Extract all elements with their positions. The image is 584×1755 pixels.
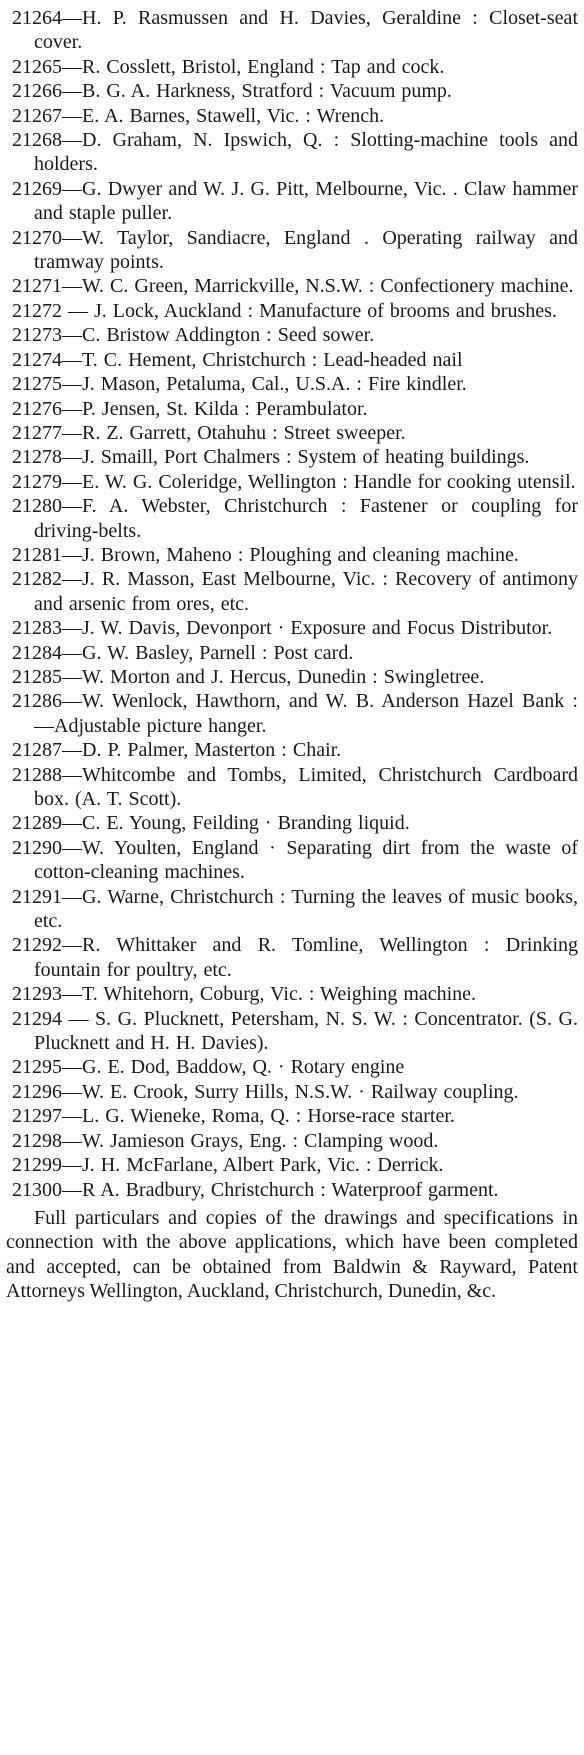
patent-entry: 21282—J. R. Masson, East Melbourne, Vic. : Recovery of antimony and arsenic from ores, etc. bbox=[12, 568, 578, 615]
patent-entry: 21266—B. G. A. Harkness, Stratford : Vacuum pump. bbox=[12, 80, 452, 103]
patent-entry: 21300—R A. Bradbury, Christchurch : Waterproof garment. bbox=[12, 1178, 499, 1201]
patent-entry: 21280—F. A. Webster, Christchurch : Fastener or coupling for driving-belts. bbox=[12, 495, 578, 542]
patent-entry: 21275—J. Mason, Petaluma, Cal., U.S.A. : Fire kindler. bbox=[12, 373, 467, 396]
patent-entry: 21267—E. A. Barnes, Stawell, Vic. : Wrench. bbox=[12, 104, 385, 127]
patent-entry: 21277—R. Z. Garrett, Otahuhu : Street sweeper. bbox=[12, 421, 406, 444]
patent-entry: 21284—G. W. Basley, Parnell : Post card. bbox=[12, 641, 354, 664]
patent-entry: 21290—W. Youlten, England · Separating dirt from the waste of cotton-cleaning machines. bbox=[12, 836, 578, 884]
patent-entry: 21298—W. Jamieson Grays, Eng. : Clamping wood. bbox=[12, 1129, 439, 1152]
patent-entry: 21265—R. Cosslett, Bristol, England : Tap and cock. bbox=[12, 55, 445, 78]
patent-entry: 21264—H. P. Rasmussen and H. Davies, Geraldine : Closet-seat cover. bbox=[12, 7, 578, 54]
patent-entry: 21299—J. H. McFarlane, Albert Park, Vic. : Derrick. bbox=[12, 1154, 444, 1177]
patent-entry: 21279—E. W. G. Coleridge, Wellington : Handle for cooking utensil. bbox=[12, 470, 576, 493]
patent-entry: 21271—W. C. Green, Marrickville, N.S.W. : Confectionery machine. bbox=[12, 275, 574, 298]
patent-entry: 21294 — S. G. Plucknett, Petersham, N. S. W. : Concentrator. (S. G. Plucknett and H. H. Davies). bbox=[12, 1007, 578, 1055]
patent-entry: 21276—P. Jensen, St. Kilda : Perambulator. bbox=[12, 397, 368, 420]
patent-entries-list bbox=[6, 6, 578, 1202]
patent-entry: 21272 — J. Lock, Auckland : Manufacture of brooms and brushes. bbox=[12, 299, 557, 322]
patent-entry: 21273—C. Bristow Addington : Seed sower. bbox=[12, 324, 375, 347]
patent-entry: 21283—J. W. Davis, Devonport · Exposure and Focus Distributor. bbox=[12, 617, 553, 640]
patent-entry: 21274—T. C. Hement, Christchurch : Lead-headed nail bbox=[12, 348, 463, 371]
patent-entry: 21286—W. Wenlock, Hawthorn, and W. B. Anderson Hazel Bank :—Adjustable picture hanger. bbox=[12, 690, 578, 737]
patent-entry: 21270—W. Taylor, Sandiacre, England . Operating railway and tramway points. bbox=[12, 226, 578, 274]
patent-entry: 21268—D. Graham, N. Ipswich, Q. : Slotting-machine tools and holders. bbox=[12, 129, 578, 176]
patent-entry: 21289—C. E. Young, Feilding · Branding liquid. bbox=[12, 812, 410, 835]
patent-entry: 21296—W. E. Crook, Surry Hills, N.S.W. · Railway coupling. bbox=[12, 1080, 519, 1103]
patent-entry: 21292—R. Whittaker and R. Tomline, Wellington : Drinking fountain for poultry, etc. bbox=[12, 934, 578, 981]
patent-entry: 21285—W. Morton and J. Hercus, Dunedin : Swingletree. bbox=[12, 665, 485, 688]
footer-note: Full particulars and copies of the drawings and specifications in connection with the above applications, which have been completed and accepted, can be obtained from Baldwin & Rayward, Patent Attorneys Wellington, Auckland, Christchurch, Dunedin, &c. bbox=[6, 1206, 578, 1303]
patent-entry: 21281—J. Brown, Maheno : Ploughing and cleaning machine. bbox=[12, 543, 519, 566]
patent-entry: 21287—D. P. Palmer, Masterton : Chair. bbox=[12, 739, 342, 762]
patent-entry: 21295—G. E. Dod, Baddow, Q. · Rotary engine bbox=[12, 1056, 405, 1079]
patent-entry: 21288—Whitcombe and Tombs, Limited, Christchurch Cardboard box. (A. T. Scott). bbox=[12, 763, 578, 810]
patent-entry: 21278—J. Smaill, Port Chalmers : System of heating buildings. bbox=[12, 446, 530, 469]
patent-entry: 21291—G. Warne, Christchurch : Turning the leaves of music books, etc. bbox=[12, 885, 578, 933]
patent-entry: 21269—G. Dwyer and W. J. G. Pitt, Melbourne, Vic. . Claw hammer and staple puller. bbox=[12, 177, 578, 225]
patent-entry: 21297—L. G. Wieneke, Roma, Q. : Horse-race starter. bbox=[12, 1105, 455, 1128]
patent-entry: 21293—T. Whitehorn, Coburg, Vic. : Weighing machine. bbox=[12, 983, 477, 1006]
